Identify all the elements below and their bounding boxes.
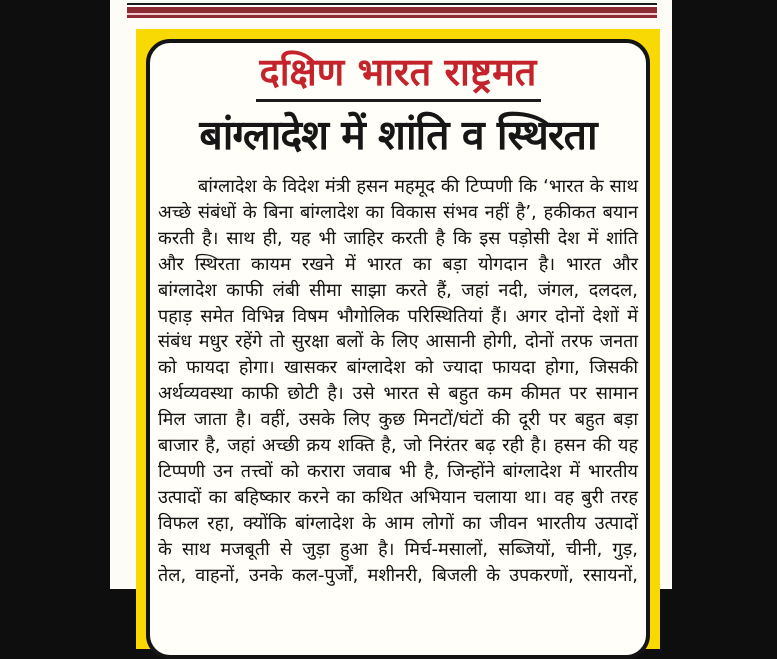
article-line: अच्छे संबंधों के बिना बांग्लादेश का विकास संभव नहीं है’, हकीकत बयान <box>158 201 638 223</box>
article-body <box>156 174 640 589</box>
article-line: उत्पादों का बहिष्कार करने का कथित अभियान चलाया था। वह बुरी तरह <box>158 486 638 508</box>
article-line: अर्थव्यवस्था काफी छोटी है। उसे भारत से बहुत कम कीमत पर सामान <box>158 383 638 405</box>
article-line: करती है। साथ ही, यह भी जाहिर करती है कि इस पड़ोसी देश में शांति <box>158 227 638 249</box>
newspaper-page <box>110 0 672 589</box>
article-line: बांग्लादेश के विदेश मंत्री हसन महमूद की टिप्पणी कि ‘भारत के साथ <box>198 176 638 197</box>
article-line: बाजार है, जहां अच्छी क्रय शक्ति है, जो निरंतर बढ़ रही है। हसन की यह <box>158 435 638 457</box>
article-line: को फायदा होगा। खासकर बांग्लादेश को ज्यादा फायदा होगा, जिसकी <box>158 357 638 379</box>
article-line: संबंध मधुर रहेंगे तो सुरक्षा बलों के लिए आसानी होगी, दोनों तरफ जनता <box>158 331 638 353</box>
top-double-rule <box>127 3 657 18</box>
article-line: बांग्लादेश काफी लंबी सीमा साझा करते हैं, जहां नदी, जंगल, दलदल, <box>158 279 638 301</box>
clipping-highlight-box <box>136 29 660 649</box>
article-line: तेल, वाहनों, उनके कल-पुर्जों, मशीनरी, बिजली के उपकरणों, रसायनों, <box>158 564 638 586</box>
article-line: टिप्पणी उन तत्त्वों को करारा जवाब भी है, जिन्होंने बांग्लादेश में भारतीय <box>158 460 638 482</box>
article-line: विफल रहा, क्योंकि बांग्लादेश के आम लोगों का जीवन भारतीय उत्पादों <box>158 512 638 534</box>
article-line: पहाड़ समेत विभिन्न विषम भौगोलिक परिस्थितियां हैं। अगर दोनों देशों में <box>158 305 638 327</box>
masthead-title: दक्षिण भारत राष्ट्रमत <box>259 50 537 94</box>
clipping-border-box <box>146 39 650 659</box>
article-line: और स्थिरता कायम रखने में भारत का बड़ा योगदान है। भारत और <box>158 253 638 275</box>
article-line: के साथ मजबूती से जुड़ा हुआ है। मिर्च-मसालों, सब्जियों, चीनी, गुड़, <box>158 538 638 560</box>
rule-maroon-thin <box>127 15 657 18</box>
masthead-underline <box>256 99 541 102</box>
article-line: मिल जाता है। वहीं, उसके लिए कुछ मिनटों/घंटों की दूरी पर बहुत बड़ा <box>158 409 638 431</box>
article-headline: बांग्लादेश में शांति व स्थिरता <box>199 111 597 159</box>
